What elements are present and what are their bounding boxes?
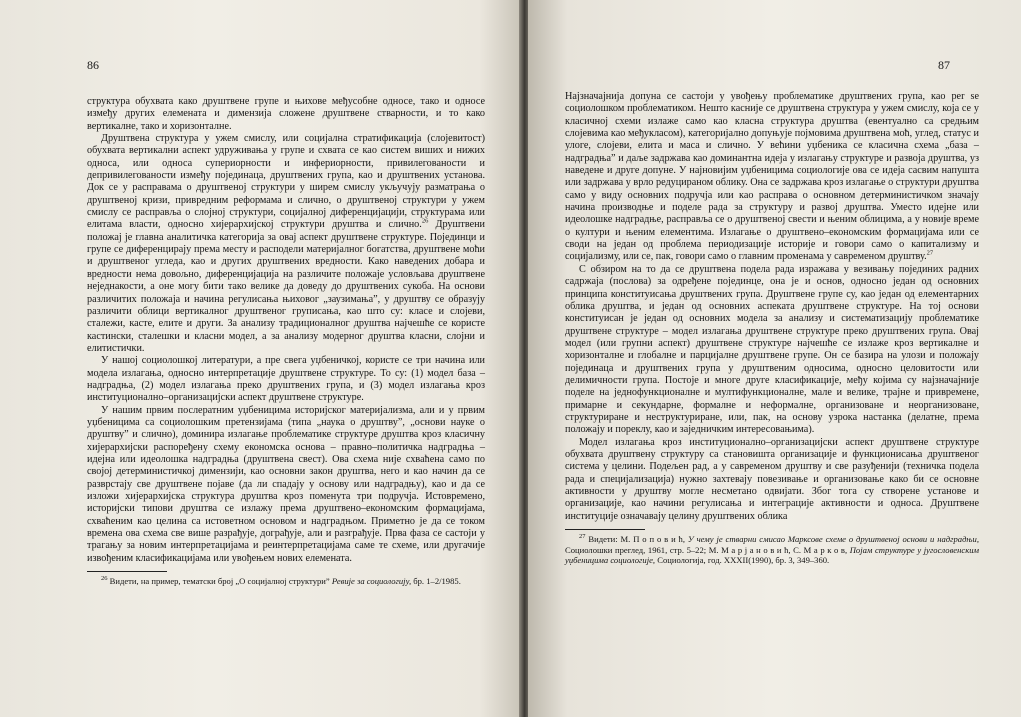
footnote-mark: 27 [579,533,586,541]
footnote-ref: 26 [421,218,429,226]
footnote-text: Видети: М. П о п о в и ћ, [588,534,686,545]
footnote-rule [87,571,167,572]
paragraph: У нашим првим послератним уџбеницима историјског материјализма, али и у првим уџбеницима са социолошким претензијама (типа „наука о друштву”, „основи науке о друштву” и слично), доминира излагање проблематике структуре друштва кроз класичну хијерархијски распоређену схему економска основа – правно–политичка надградња – идејна или идеолошка надградња (друштвена свест). Ова схема није схваћена само по својој детерминистичкој димензији, као основни закон друштва, него и као начин да се развpстају све друштвене појаве (да ли спадају у основу или надградњу), као и да се изложи хијерархијска структура друштва кроз поменута три подручја. Истовремено, историјски типови друштва се излажу према друштвено–економским формацијама, схваћеним као целина са истоветном основом и надградњом. Приметно је да се током времена ова схема све више разрађује, дограђује, али и разграђује. Прва фаза се састоји у трагању за новим интерпретацијама и реинтерпретацијама саме те схеме, или другачије извођеним класификацијама или увођењем нових елемената. [87,404,485,564]
footnote-italic: Ревије за социологију, [331,576,412,587]
footnote-ref: 27 [926,250,934,258]
footnote-italic: У чему је стварни смисао Марксове схеме о друштвеној основи и надградњи, [687,534,979,545]
left-text-column [87,96,485,587]
right-text-column [565,91,979,566]
paragraph: У нашој социолошкој литератури, а пре свега уџбеничкој, користе се три начина или модела излагања, односно интерпретације друштвене структуре. То су: (1) модел база – надградња, (2) модел излагања преко друштвених група, и (3) модел излагања кроз институционално–организацијски аспект друштвене структуре. [87,355,485,404]
footnote-mark: 26 [101,575,108,583]
footnote-text: Социолошки преглед, 1961, стр. 5–22; М. М а р ј а н о в и ћ, С. М а р к о в, [565,544,848,555]
paragraph: структура обухвата како друштвене групе и њихове међусобне односе, тако и односе између других елемената и димензија сложене друштвене стварности, и то како вертикалне, тако и хоризонталне. [87,96,485,132]
paragraph-text: Друштвена структура у ужем смислу, или социјална стратификација (слојевитост) обухвата вертикални аспект удруживања у групе и схвата се као систем виших и нижих односа, или односа супериорности и инфериорности, привилегованости и депривилегованости између појединаца, друштвених група, као и друштвених установа. Док се у расправама о друштвеној структури у ширем смислу укључују разматрања о друштвеној кризи, привредним реформама и слично, о друштвеној структури у ужем смислу се расправља о слојној структури, социјалној диференцијацији, структурама или елитама власти, односно хијерархијској структури друштва и слично. [87,133,485,231]
footnote-text: Видети, на пример, тематски број „О социјалној структури” [109,576,330,587]
page-number-left: 86 [87,58,99,72]
footnote-italic: Појам структуре у југословенским уџбеницима социологије, [565,544,979,566]
paragraph-text: Друштвени положај је главна аналитичка категорија за овај аспект друштвене структуре. Појединци и групе се диференцирају према месту и расподели материјалног богатства, друштвене моћи и друштвеног угледа, као и других друштвених вредности. Како наведених добара и вредности нема довољно, диференцијација на различите положаје условљава друштвене неједнакости, а оне могу бити тако велике да доведу до друштвених сукоба. На основи различитих положаја и начина регулисања њиховог „заузимања”, у друштву се образују различити облици вертикалног друштвеног груписања, као што су: класе и слојеви, сталежи, касте, елите и други. За анализу традиционалног друштва најчешће се користе кастински, сталешки и класни модел, а за анализу модерног друштва класни, слојни и елитистички. [87,219,485,354]
footnote-rule [565,529,645,530]
footnote-text: бр. 1–2/1985. [413,576,461,587]
page-number-right: 87 [938,58,950,72]
paragraph: С обзиром на то да се друштвена подела рада изражава у везивању појединих радних садржаја (послова) за одређене појединце, она је и основ, односно један од основних принципа конституисања друштвених група. Друштвене групе су, као један од елементарних облика друштва, и један од основних аспеката друштвене структуре. На тој основи конституисан је један од основних модела за анализу и систематизацију проблематике друштвене структуре – модел излагања друштвене структуре преко друштвених група. Овај модел (или групни аспект) друштвене структуре најчешће се излаже кроз вертикалне и хоризонталне и глобалне и парцијалне друштвене групе. Он се базира на улози и положају појединаца и друштвених група у друштвеним односима, односно целовитости или делимичности група. Постоје и многе друге класификације, међу којима су најзначајније поделе на једнофункционалне и мултифункционалне, мале и велике, трајне и привремене, примарне и секундарне, формалне и неформалне, организоване и неорганизоване, структуриране и неструктуриране, или, пак, на основу узрока настанка (делатне, према положају и пореклу, као и заједничким интересовањима). [565,263,979,436]
paragraph: Модел излагања кроз институционално–организацијски аспект друштвене структуре обухвата друштвену структуру са становишта организације и функционисања друштвеног система у целини. Подељен рад, а у савременом друштву и све разуђенији (техничка подела рада и специјализација) нужно захтевају повезивање и организовање како би се основне активности у друштву могле несметано одвијати. Због тога су створене установе и организације, као начини регулисања и интеграције активности и односа. Друштвене институције означавају целину друштвених облика [565,436,979,522]
right-page [528,0,1021,717]
paragraph-text: Најзначајнија допуна се састоји у увођењу проблематике друштвених група, као per se социолошком проблематиком. Нешто касније се друштвена структура у ужем смислу, која се у класичној схеми излаже само као класна структура друштва (евентуално са средњим слојевима као међукласом), категоријално допуњује појмовима друштвена моћ, углед, статус и улоге, слојеви, елита и маса и слично. У већини уџбеника се класична схема „база – надградња” и даље задржава као доминантна идеја у излагању структуре и развоја друштва, уз наведене и друге допуне. У најновијим уџбеницима социологије ова се идеја сасвим напушта или задржава у врло редуцираном облику. Она се задржава кроз излагање о структури друштва само у виду основних подручја или као расправа о основном детерминистичком значају начина производње и поделе рада за структуру и развој друштва. Уместо идејне или идеолошке надградње, расправља се о друштвеној свести и њеним облицима, а у новије време о култури и њеним елементима. Излагање о друштвено–економским формацијама или се своди на један од проблема периодизације историје и говори само о капитализму и социјализму, или се, пак, говори само о главним променама у савременом друштву. [565,91,979,263]
paragraph [87,133,485,355]
footnote [565,534,979,566]
paragraph [565,91,979,264]
footnote-text: Социологија, год. XXXII(1990), бр. 3, 349–360. [657,555,830,566]
footnote [87,576,485,587]
